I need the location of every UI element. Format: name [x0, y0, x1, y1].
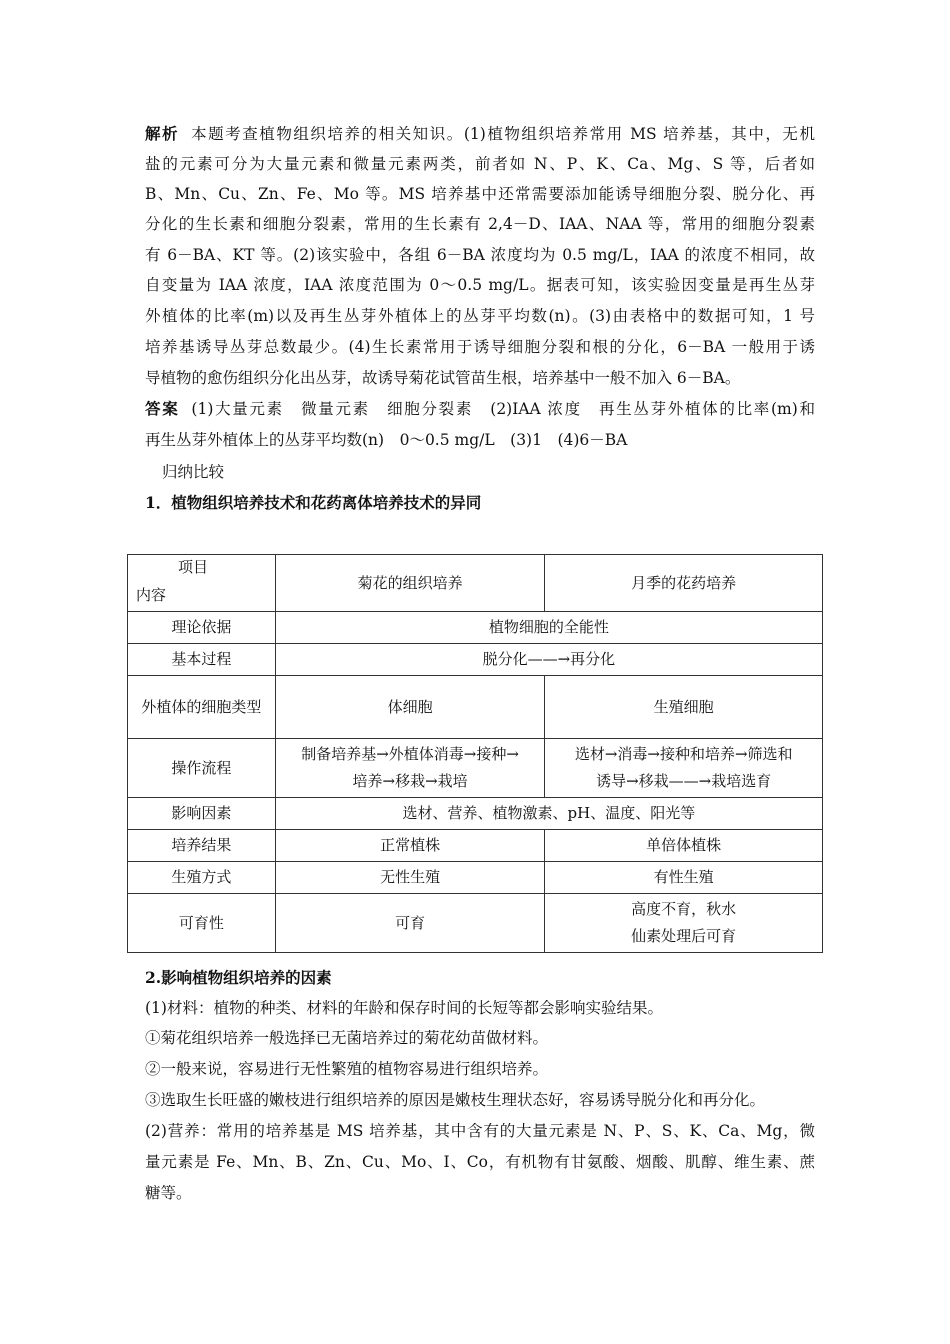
analysis-line-2: 盐的元素可分为大量元素和微量元素两类，前者如 N、P、K、Ca、Mg、S 等，后者如	[145, 155, 815, 173]
cell-reproduction-col1: 无性生殖	[275, 862, 545, 894]
cell-explant-col2: 生殖细胞	[545, 676, 823, 739]
table-row	[128, 798, 823, 830]
table-row	[128, 830, 823, 862]
comparison-table	[127, 554, 823, 953]
row-label-explant: 外植体的细胞类型	[128, 676, 276, 739]
analysis-line-7: 外植体的比率(m)以及再生丛芽外植体上的丛芽平均数(n)。(3)由表格中的数据可知，1 号	[145, 307, 815, 325]
table-row	[128, 894, 823, 953]
analysis-line-6: 自变量为 IAA 浓度，IAA 浓度范围为 0～0.5 mg/L。据表可知，该实验因变量是再生丛芽	[145, 276, 815, 294]
column-header-chrysanthemum: 菊花的组织培养	[275, 555, 545, 612]
row-label-fertility: 可育性	[128, 894, 276, 953]
material-item-1: ①菊花组织培养一般选择已无菌培养过的菊花幼苗做材料。	[145, 1029, 549, 1047]
row-label-result: 培养结果	[128, 830, 276, 862]
answer-line-1: 答案 (1)大量元素 微量元素 细胞分裂素 (2)IAA 浓度 再生丛芽外植体的比率(m)和	[145, 399, 815, 418]
table-row	[128, 644, 823, 676]
cell-fertility-col1: 可育	[275, 894, 545, 953]
cell-process: 脱分化——→再分化	[275, 644, 822, 676]
row-label-reproduction: 生殖方式	[128, 862, 276, 894]
row-label-factors: 影响因素	[128, 798, 276, 830]
section-2-title: 2.影响植物组织培养的因素	[145, 968, 332, 987]
cell-fertility-col2: 高度不育，秋水 仙素处理后可育	[545, 894, 823, 953]
table-row	[128, 676, 823, 739]
cell-factors: 选材、营养、植物激素、pH、温度、阳光等	[275, 798, 822, 830]
row-label-process: 基本过程	[128, 644, 276, 676]
cell-result-col1: 正常植株	[275, 830, 545, 862]
summary-heading: 归纳比较	[162, 463, 225, 481]
analysis-line-5: 有 6－BA、KT 等。(2)该实验中，各组 6－BA 浓度均为 0.5 mg/L，IAA 的浓度不相同，故	[145, 246, 815, 264]
table-row	[128, 612, 823, 644]
column-header-rose: 月季的花药培养	[545, 555, 823, 612]
analysis-label: 解析	[145, 124, 180, 143]
table-corner-header: 项目 内容	[128, 555, 276, 612]
analysis-line-8: 培养基诱导丛芽总数最少。(4)生长素常用于诱导细胞分裂和根的分化，6－BA 一般用于诱	[145, 338, 815, 356]
nutrition-line-3: 糖等。	[145, 1184, 192, 1202]
analysis-line-9: 导植物的愈伤组织分化出丛芽，故诱导菊花试管苗生根，培养基中一般不加入 6－BA。	[145, 369, 741, 387]
row-label-flow: 操作流程	[128, 739, 276, 798]
cell-theory: 植物细胞的全能性	[275, 612, 822, 644]
material-item-3: ③选取生长旺盛的嫩枝进行组织培养的原因是嫩枝生理状态好，容易诱导脱分化和再分化。	[145, 1091, 766, 1109]
material-line: (1)材料：植物的种类、材料的年龄和保存时间的长短等都会影响实验结果。	[145, 999, 663, 1017]
cell-flow-col2: 选材→消毒→接种和培养→筛选和 诱导→移栽——→栽培选育	[545, 739, 823, 798]
material-item-2: ②一般来说，容易进行无性繁殖的植物容易进行组织培养。	[145, 1060, 549, 1078]
answer-label: 答案	[145, 399, 180, 418]
analysis-line-3: B、Mn、Cu、Zn、Fe、Mo 等。MS 培养基中还常需要添加能诱导细胞分裂、脱分化、再	[145, 185, 815, 203]
analysis-line-4: 分化的生长素和细胞分裂素，常用的生长素有 2,4－D、IAA、NAA 等，常用的细胞分裂素	[145, 215, 815, 233]
table-header-row	[128, 555, 823, 612]
cell-reproduction-col2: 有性生殖	[545, 862, 823, 894]
row-label-theory: 理论依据	[128, 612, 276, 644]
cell-flow-col1: 制备培养基→外植体消毒→接种→ 培养→移栽→栽培	[275, 739, 545, 798]
section-1-title: 1．植物组织培养技术和花药离体培养技术的异同	[145, 493, 482, 512]
table-row	[128, 862, 823, 894]
analysis-line-1: 解析 本题考查植物组织培养的相关知识。(1)植物组织培养常用 MS 培养基，其中，无机	[145, 124, 815, 143]
nutrition-line-2: 量元素是 Fe、Mn、B、Zn、Cu、Mo、I、Co，有机物有甘氨酸、烟酸、肌醇、维生素、蔗	[145, 1153, 815, 1171]
nutrition-line-1: (2)营养：常用的培养基是 MS 培养基，其中含有的大量元素是 N、P、S、K、Ca、Mg，微	[145, 1122, 815, 1140]
cell-result-col2: 单倍体植株	[545, 830, 823, 862]
answer-line-2: 再生丛芽外植体上的丛芽平均数(n) 0～0.5 mg/L (3)1 (4)6－BA	[145, 431, 628, 449]
cell-explant-col1: 体细胞	[275, 676, 545, 739]
table-row	[128, 739, 823, 798]
